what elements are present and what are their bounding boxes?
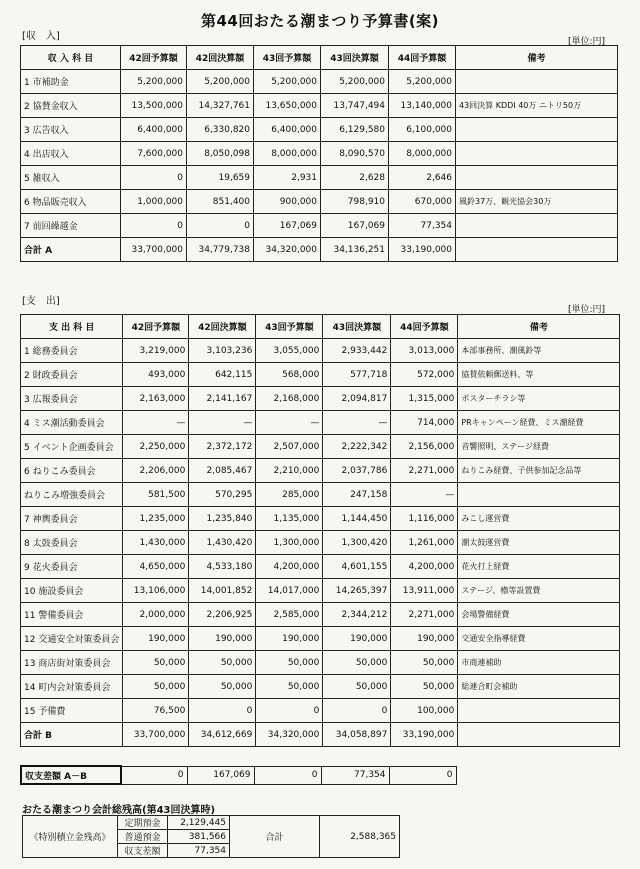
amount-cell: 0 [121,166,187,190]
amount-cell: 7,600,000 [121,142,187,166]
row-label: 2 財政委員会 [21,363,123,387]
row-label: 12 交通安全対策委員会 [21,627,123,651]
amount-cell: 2,206,925 [189,603,256,627]
amount-cell: 50,000 [123,675,189,699]
amount-cell: 1,300,420 [323,531,391,555]
difference-cell: 77,354 [321,766,389,784]
table-row [21,579,620,603]
table-row [21,675,620,699]
amount-cell: 100,000 [391,699,458,723]
amount-cell: 2,933,442 [323,339,391,363]
note-cell: 潮太鼓運営費 [458,531,620,555]
row-label: 9 花火委員会 [21,555,123,579]
amount-cell: 13,747,494 [321,94,389,118]
amount-cell: 568,000 [256,363,323,387]
amount-cell: 33,700,000 [123,723,189,747]
difference-cell: 0 [121,766,187,784]
table-row [21,363,620,387]
table-row [21,70,618,94]
balance-difference-row [21,766,456,784]
amount-cell: 572,000 [391,363,458,387]
row-label: 5 イベント企画委員会 [21,435,123,459]
row-label: 5 雑収入 [21,166,121,190]
balance-difference-label: 収支差額 A－B [21,766,121,784]
amount-cell: 190,000 [189,627,256,651]
expense-unit-label: [単位:円] [568,305,606,315]
amount-cell: 1,000,000 [121,190,187,214]
note-cell [456,118,618,142]
table-row [21,507,620,531]
amount-cell: — [323,411,391,435]
amount-cell: 670,000 [389,190,456,214]
note-cell: ステージ、櫓等設置費 [458,579,620,603]
amount-cell: 13,500,000 [121,94,187,118]
table-row [21,531,620,555]
total-row [21,238,618,262]
row-label: 合計 B [21,723,123,747]
amount-cell: 5,200,000 [254,70,321,94]
amount-cell: 0 [256,699,323,723]
amount-cell: 2,168,000 [256,387,323,411]
row-label: 10 施設委員会 [21,579,123,603]
amount-cell: — [189,411,256,435]
note-cell [456,166,618,190]
note-cell [456,142,618,166]
note-cell: みこし運営費 [458,507,620,531]
amount-cell: 167,069 [254,214,321,238]
amount-cell: 2,037,786 [323,459,391,483]
amount-cell: 50,000 [256,675,323,699]
note-cell: 協賛依頼郵送料、等 [458,363,620,387]
amount-cell: 1,300,000 [256,531,323,555]
summary-item-value: 2,129,445 [168,816,230,830]
amount-cell: 3,013,000 [391,339,458,363]
note-cell: 風鈴37万、観光協会30万 [456,190,618,214]
amount-cell: 1,315,000 [391,387,458,411]
column-header: 42回予算額 [123,315,189,339]
amount-cell: 2,628 [321,166,389,190]
amount-cell: 2,156,000 [391,435,458,459]
amount-cell: 2,271,000 [391,603,458,627]
amount-cell: 2,094,817 [323,387,391,411]
amount-cell: — [391,483,458,507]
summary-item-value: 77,354 [168,844,230,858]
summary-item-label: 普通預金 [118,830,168,844]
amount-cell: 4,601,155 [323,555,391,579]
amount-cell: 19,659 [187,166,254,190]
table-row [21,555,620,579]
difference-cell: 0 [389,766,456,784]
total-row [21,723,620,747]
amount-cell: 14,001,852 [189,579,256,603]
note-cell [456,70,618,94]
summary-item-label: 定期預金 [118,816,168,830]
amount-cell: 34,058,897 [323,723,391,747]
amount-cell: 50,000 [391,675,458,699]
table-row [21,651,620,675]
amount-cell: 1,116,000 [391,507,458,531]
row-label: 2 協賛金収入 [21,94,121,118]
amount-cell: 0 [189,699,256,723]
amount-cell: 1,135,000 [256,507,323,531]
amount-cell: 4,533,180 [189,555,256,579]
table-row [21,699,620,723]
table-row [21,603,620,627]
amount-cell: 900,000 [254,190,321,214]
amount-cell: 2,646 [389,166,456,190]
table-row [21,627,620,651]
note-cell: 交通安全指導経費 [458,627,620,651]
row-label: 1 市補助金 [21,70,121,94]
column-header: 収 入 科 目 [21,46,121,70]
income-body [21,70,618,262]
amount-cell: 4,200,000 [391,555,458,579]
amount-cell: 34,320,000 [256,723,323,747]
summary-item-label: 収支差額 [118,844,168,858]
amount-cell: 33,190,000 [389,238,456,262]
amount-cell: 33,190,000 [391,723,458,747]
amount-cell: 5,200,000 [321,70,389,94]
table-row [21,411,620,435]
amount-cell: 34,779,738 [187,238,254,262]
note-cell [456,238,618,262]
amount-cell: 2,372,172 [189,435,256,459]
table-row [21,214,618,238]
amount-cell: 13,140,000 [389,94,456,118]
row-label: 11 警備委員会 [21,603,123,627]
amount-cell: 34,136,251 [321,238,389,262]
difference-cell: 0 [254,766,321,784]
income-section-label: [収 入] [22,31,60,42]
table-row [21,118,618,142]
row-label: 15 予備費 [21,699,123,723]
amount-cell: 285,000 [256,483,323,507]
amount-cell: 6,400,000 [121,118,187,142]
note-cell: 総連合町会補助 [458,675,620,699]
note-cell: ねりこみ経費、子供参加記念品等 [458,459,620,483]
note-cell: 市商連補助 [458,651,620,675]
row-label: 3 広報委員会 [21,387,123,411]
amount-cell: 50,000 [189,675,256,699]
amount-cell: 8,000,000 [254,142,321,166]
amount-cell: 50,000 [256,651,323,675]
note-cell: 花火打上経費 [458,555,620,579]
amount-cell: 6,100,000 [389,118,456,142]
amount-cell: 798,910 [321,190,389,214]
amount-cell: 4,200,000 [256,555,323,579]
note-cell [456,214,618,238]
note-cell: PRキャンペーン経費、ミス潮経費 [458,411,620,435]
table-row [21,166,618,190]
amount-cell: 4,650,000 [123,555,189,579]
column-header: 42回決算額 [187,46,254,70]
expense-table [20,314,620,747]
amount-cell: 493,000 [123,363,189,387]
amount-cell: 1,235,000 [123,507,189,531]
amount-cell: 2,163,000 [123,387,189,411]
amount-cell: 1,430,420 [189,531,256,555]
table-row [21,142,618,166]
column-header: 42回決算額 [189,315,256,339]
amount-cell: 13,106,000 [123,579,189,603]
amount-cell: 1,261,000 [391,531,458,555]
amount-cell: 2,222,342 [323,435,391,459]
amount-cell: 6,400,000 [254,118,321,142]
row-label: 4 ミス潮活動委員会 [21,411,123,435]
summary-total-label: 合計 [230,816,320,858]
amount-cell: 34,612,669 [189,723,256,747]
table-row [21,459,620,483]
amount-cell: 33,700,000 [121,238,187,262]
expense-section-label: [支 出] [22,296,60,307]
amount-cell: 6,330,820 [187,118,254,142]
row-label: 6 ねりこみ委員会 [21,459,123,483]
amount-cell: 0 [187,214,254,238]
summary-title: おたる潮まつり会計総残高(第43回決算時) [22,805,216,816]
amount-cell: 2,000,000 [123,603,189,627]
amount-cell: 50,000 [323,675,391,699]
amount-cell: 2,585,000 [256,603,323,627]
amount-cell: 3,103,236 [189,339,256,363]
note-cell: 音響照明、ステージ経費 [458,435,620,459]
expense-body [21,339,620,747]
column-header: 43回決算額 [321,46,389,70]
income-header-row [21,46,618,70]
amount-cell: 577,718 [323,363,391,387]
amount-cell: 1,144,450 [323,507,391,531]
amount-cell: 13,650,000 [254,94,321,118]
amount-cell: 714,000 [391,411,458,435]
row-label: 8 太鼓委員会 [21,531,123,555]
column-header: 44回予算額 [389,46,456,70]
amount-cell: 2,344,212 [323,603,391,627]
summary-row [23,816,400,830]
table-row [21,435,620,459]
note-cell: 43回決算 KDDI 40万 ニトリ50万 [456,94,618,118]
amount-cell: 50,000 [189,651,256,675]
amount-cell: 2,271,000 [391,459,458,483]
amount-cell: 8,050,098 [187,142,254,166]
row-label: 7 前回繰越金 [21,214,121,238]
note-cell: 会場警備経費 [458,603,620,627]
row-label: 6 物品販売収入 [21,190,121,214]
amount-cell: 2,210,000 [256,459,323,483]
column-header: 備考 [456,46,618,70]
column-header: 44回予算額 [391,315,458,339]
balance-difference-table [20,765,457,785]
column-header: 43回予算額 [256,315,323,339]
amount-cell: 1,235,840 [189,507,256,531]
amount-cell: 5,200,000 [389,70,456,94]
expense-header-row [21,315,620,339]
note-cell [458,699,620,723]
column-header: 43回決算額 [323,315,391,339]
amount-cell: 2,250,000 [123,435,189,459]
amount-cell: — [256,411,323,435]
amount-cell: 570,295 [189,483,256,507]
amount-cell: 167,069 [321,214,389,238]
amount-cell: 190,000 [323,627,391,651]
amount-cell: 2,085,467 [189,459,256,483]
amount-cell: 3,055,000 [256,339,323,363]
row-label: 3 広告収入 [21,118,121,142]
table-row [21,190,618,214]
amount-cell: 8,090,570 [321,142,389,166]
amount-cell: 247,158 [323,483,391,507]
row-label: 14 町内会対策委員会 [21,675,123,699]
amount-cell: 8,000,000 [389,142,456,166]
difference-cell: 167,069 [187,766,254,784]
document-title: 第44回おたる潮まつり予算書(案) [200,12,440,30]
summary-item-value: 381,566 [168,830,230,844]
amount-cell: 5,200,000 [187,70,254,94]
amount-cell: 76,500 [123,699,189,723]
row-label: 13 商店街対策委員会 [21,651,123,675]
amount-cell: 77,354 [389,214,456,238]
summary-total-value: 2,588,365 [320,816,400,858]
amount-cell: 1,430,000 [123,531,189,555]
amount-cell: — [123,411,189,435]
amount-cell: 14,265,397 [323,579,391,603]
amount-cell: 190,000 [391,627,458,651]
column-header: 43回予算額 [254,46,321,70]
row-label: ねりこみ増強委員会 [21,483,123,507]
amount-cell: 2,141,167 [189,387,256,411]
amount-cell: 50,000 [391,651,458,675]
amount-cell: 5,200,000 [121,70,187,94]
summary-table [22,815,400,858]
amount-cell: 13,911,000 [391,579,458,603]
table-row [21,94,618,118]
amount-cell: 0 [323,699,391,723]
fund-label: 《特別積立金残高》 [23,816,118,858]
column-header: 備考 [458,315,620,339]
amount-cell: 6,129,580 [321,118,389,142]
income-table [20,45,618,262]
amount-cell: 0 [121,214,187,238]
table-row [21,387,620,411]
amount-cell: 50,000 [323,651,391,675]
row-label: 合計 A [21,238,121,262]
column-header: 支 出 科 目 [21,315,123,339]
note-cell: ポスターチラシ等 [458,387,620,411]
amount-cell: 642,115 [189,363,256,387]
amount-cell: 14,327,761 [187,94,254,118]
table-row [21,483,620,507]
note-cell: 本部事務所、潮風鈴等 [458,339,620,363]
note-cell [458,723,620,747]
amount-cell: 3,219,000 [123,339,189,363]
amount-cell: 2,931 [254,166,321,190]
amount-cell: 2,206,000 [123,459,189,483]
amount-cell: 581,500 [123,483,189,507]
amount-cell: 190,000 [256,627,323,651]
table-row [21,339,620,363]
income-unit-label: [単位:円] [568,37,606,47]
note-cell [458,483,620,507]
column-header: 42回予算額 [121,46,187,70]
row-label: 4 出店収入 [21,142,121,166]
amount-cell: 851,400 [187,190,254,214]
amount-cell: 34,320,000 [254,238,321,262]
amount-cell: 190,000 [123,627,189,651]
row-label: 1 総務委員会 [21,339,123,363]
amount-cell: 50,000 [123,651,189,675]
amount-cell: 2,507,000 [256,435,323,459]
amount-cell: 14,017,000 [256,579,323,603]
row-label: 7 神輿委員会 [21,507,123,531]
